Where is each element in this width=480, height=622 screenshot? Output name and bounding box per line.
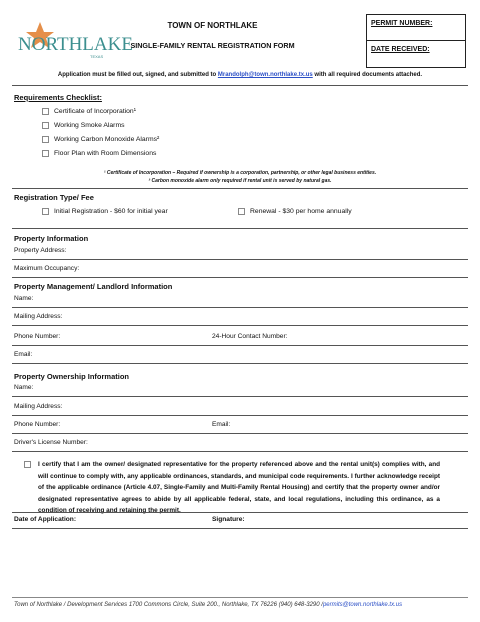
date-received-field[interactable]: DATE RECEIVED: bbox=[371, 46, 430, 53]
property-address-field[interactable]: Property Address: bbox=[14, 247, 67, 254]
footnote-carbon-monoxide: ² Carbon monoxide alarm only required if rental unit is served by natural gas. bbox=[148, 178, 332, 184]
instructions bbox=[0, 72, 480, 78]
certification-checkbox[interactable] bbox=[24, 461, 31, 468]
checklist-item[interactable] bbox=[42, 150, 156, 157]
option-label: Renewal - $30 per home annually bbox=[250, 208, 352, 215]
logo-subtext: TEXAS bbox=[90, 54, 104, 59]
divider bbox=[12, 307, 468, 308]
checkbox[interactable] bbox=[238, 208, 245, 215]
checkbox[interactable] bbox=[42, 208, 49, 215]
checklist-label: Working Smoke Alarms bbox=[54, 122, 125, 129]
property-heading: Property Information bbox=[14, 234, 89, 243]
divider bbox=[12, 363, 468, 364]
permit-number-field[interactable]: PERMIT NUMBER: bbox=[367, 15, 465, 41]
divider bbox=[12, 259, 468, 260]
checklist-item[interactable] bbox=[42, 122, 125, 129]
divider bbox=[12, 396, 468, 397]
divider bbox=[12, 415, 468, 416]
form-title: SINGLE-FAMILY RENTAL REGISTRATION FORM bbox=[130, 41, 295, 50]
checkbox[interactable] bbox=[42, 150, 49, 157]
footer bbox=[14, 602, 402, 608]
ownership-heading: Property Ownership Information bbox=[14, 372, 130, 381]
checklist-item[interactable] bbox=[42, 108, 136, 115]
date-of-application-field[interactable]: Date of Application: bbox=[14, 516, 77, 523]
checkbox[interactable] bbox=[42, 136, 49, 143]
logo-wordmark: NORTHLAKE bbox=[18, 34, 133, 55]
manager-24hr-contact-field[interactable]: 24-Hour Contact Number: bbox=[212, 333, 288, 340]
manager-email-field[interactable]: Email: bbox=[14, 351, 33, 358]
checklist-item[interactable] bbox=[42, 136, 159, 143]
checkbox[interactable] bbox=[42, 122, 49, 129]
checkbox[interactable] bbox=[42, 108, 49, 115]
footer-email-link[interactable]: permits@town.northlake.tx.us bbox=[322, 602, 403, 608]
divider bbox=[12, 528, 468, 529]
divider bbox=[12, 85, 468, 86]
divider bbox=[12, 188, 468, 189]
owner-phone-field[interactable]: Phone Number: bbox=[14, 421, 61, 428]
divider bbox=[12, 451, 468, 452]
requirements-heading: Requirements Checklist: bbox=[14, 93, 102, 102]
divider bbox=[12, 277, 468, 278]
certification-statement: I certify that I am the owner/ designated representative for the property referenced above and the rental unit(s) complies with, and will continue to comply with, any applicable ordinances, standards, and municipal code requirements. I further acknowledge receipt of the applicable ordinance (Article 4.07, Single-Family and Multi-Family Rental Housing) and certify that the property owner and/or designated representative agrees to abide by all applicable federal, state, and local regulations, including this ordinance, as a condition of receiving and retaining the permit. bbox=[38, 461, 440, 514]
instructions-after: with all required documents attached. bbox=[312, 72, 423, 78]
initial-registration-option[interactable] bbox=[42, 208, 168, 215]
drivers-license-field[interactable]: Driver's License Number: bbox=[14, 439, 88, 446]
footer-contact: Town of Northlake / Development Services 1700 Commons Circle, Suite 200., Northlake, TX 76226 (940) 648-3290 / bbox=[14, 602, 323, 608]
manager-mailing-field[interactable]: Mailing Address: bbox=[14, 313, 63, 320]
renewal-option[interactable] bbox=[238, 208, 352, 215]
checklist-label: Certificate of Incorporation¹ bbox=[54, 108, 136, 115]
town-title: TOWN OF NORTHLAKE bbox=[167, 21, 258, 30]
divider bbox=[12, 228, 468, 229]
checklist-label: Working Carbon Monoxide Alarms² bbox=[54, 136, 160, 143]
office-use-box bbox=[366, 14, 466, 68]
manager-name-field[interactable]: Name: bbox=[14, 295, 34, 302]
divider bbox=[12, 512, 468, 513]
manager-phone-field[interactable]: Phone Number: bbox=[14, 333, 61, 340]
max-occupancy-field[interactable]: Maximum Occupancy: bbox=[14, 265, 80, 272]
owner-email-field[interactable]: Email: bbox=[212, 421, 231, 428]
registration-heading: Registration Type/ Fee bbox=[14, 193, 94, 202]
management-heading: Property Management/ Landlord Information bbox=[14, 282, 173, 291]
divider bbox=[12, 325, 468, 326]
option-label: Initial Registration - $60 for initial year bbox=[54, 208, 168, 215]
footer-divider bbox=[12, 597, 468, 598]
divider bbox=[12, 433, 468, 434]
divider bbox=[12, 345, 468, 346]
checklist-label: Floor Plan with Room Dimensions bbox=[54, 150, 157, 157]
signature-field[interactable]: Signature: bbox=[212, 516, 245, 523]
owner-mailing-field[interactable]: Mailing Address: bbox=[14, 403, 63, 410]
footnote-incorporation: ¹ Certificate of Incorporation – Required if ownership is a corporation, partnership, or other legal business entities. bbox=[103, 170, 377, 176]
submission-email-link[interactable]: Mrandolph@town.northlake.tx.us bbox=[217, 72, 313, 78]
owner-name-field[interactable]: Name: bbox=[14, 384, 34, 391]
instructions-before: Application must be filled out, signed, and submitted to bbox=[57, 72, 218, 78]
